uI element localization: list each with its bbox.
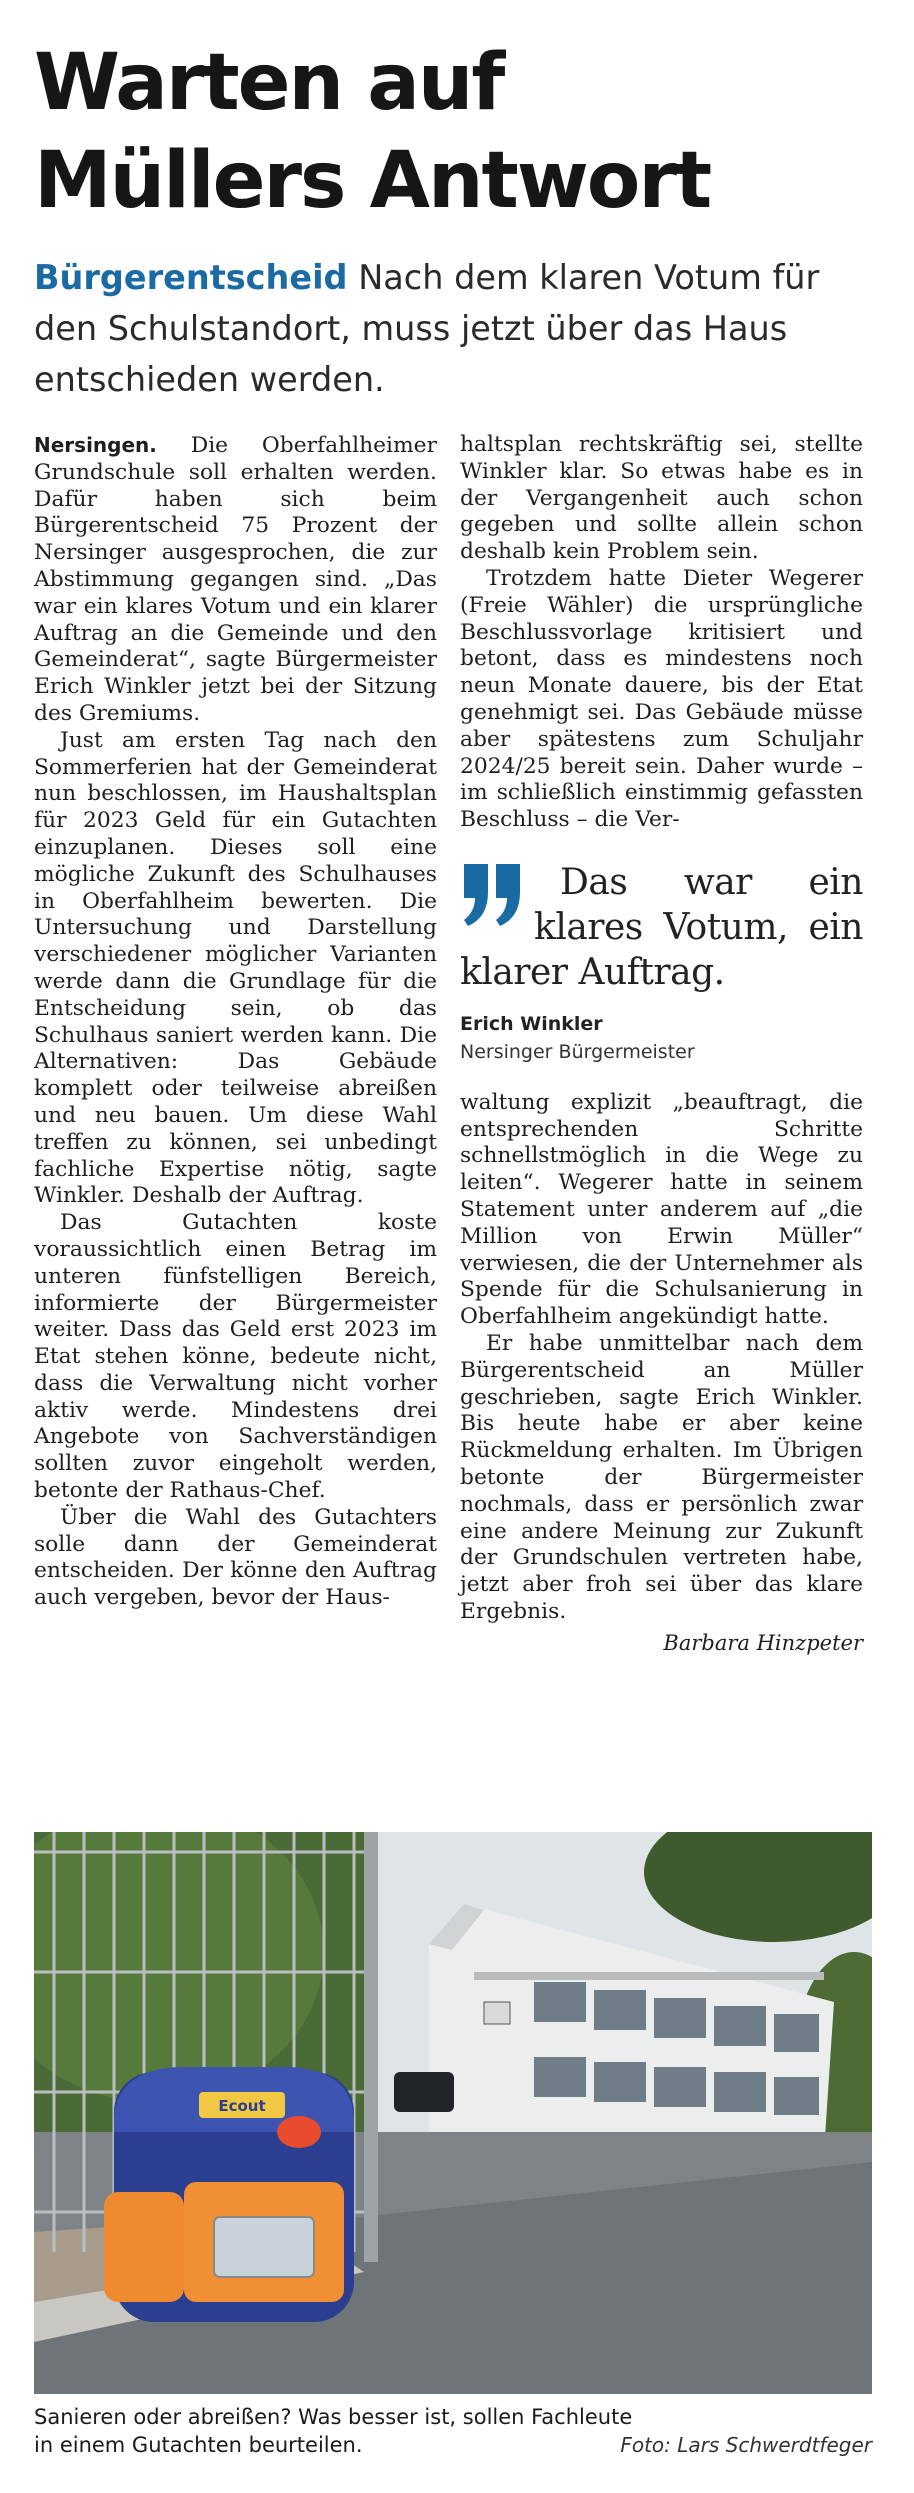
paragraph: Just am ersten Tag nach den Sommerferien hat der Gemeinderat nun beschlossen, im Haushaltsplan für 2023 Geld für ein Gutachten einzuplanen. Dieses soll eine mögliche Zukunft des Schulhauses in Oberfahlheim bewerten. Die Untersuchung und Darstellung verschiedener möglicher Varianten werde dann die Grundlage für die Entscheidung sein, ob das Schulhaus saniert werden kann. Die Alternativen: Das Gebäude komplett oder teilweise abreißen und neu bauen. Um diese Wahl treffen zu können, sei unbedingt fachliche Expertise nötig, sagte Winkler. Deshalb der Auftrag.: [34, 727, 437, 1209]
headline: [34, 34, 874, 230]
photo-credit: Foto: Lars Schwerdtfeger: [620, 2433, 872, 2457]
paragraph: Er habe unmittelbar nach dem Bürgerentscheid an Müller geschrieben, sagte Erich Winkler. Bis heute habe er aber keine Rückmeldung erhalten. Im Übrigen betonte der Bürgermeister nochmals, dass er persönlich zwar eine andere Meinung zur Zukunft der Grundschulen vertreten habe, jetzt aber froh sei über das klare Ergebnis.: [460, 1330, 863, 1624]
quote-mark-icon: [460, 862, 524, 928]
paragraph: haltsplan rechtskräftig sei, stellte Winkler klar. So etwas habe es in der Vergangenheit auch schon gegeben und sollte allein schon deshalb kein Problem sein.: [460, 432, 863, 565]
paragraph: Über die Wahl des Gutachters solle dann der Gemeinderat entscheiden. Der könne den Auftrag auch vergeben, bevor der Haus-: [34, 1504, 437, 1611]
article-column-right: [460, 432, 863, 1812]
paragraph-text: Die Oberfahlheimer Grundschule soll erhalten werden. Dafür haben sich beim Bürgerentscheid 75 Prozent der Nersinger ausgesprochen, die zur Abstimmung gegangen sind. „Das war ein klares Votum und ein klarer Auftrag an die Gemeinde und den Gemeinderat“, sagte Bürgermeister Erich Winkler jetzt bei der Sitzung des Gremiums.: [34, 433, 437, 726]
headline-line-1: Warten auf: [34, 38, 504, 128]
paragraph: Trotzdem hatte Dieter Wegerer (Freie Wähler) die ursprüngliche Beschlussvorlage kritisiert und betont, dass es mindestens noch neun Monate dauere, bis der Etat genehmigt sei. Das Gebäude müsse aber spätestens zum Schuljahr 2024/25 bereit sein. Daher wurde – im schließlich einstimmig gefassten Beschluss – die Ver-: [460, 565, 863, 833]
paragraph: waltung explizit „beauftragt, die entsprechenden Schritte schnellstmöglich in die Wege zu leiten“. Wegerer hatte in seinem Statement unter anderem auf „die Million von Erwin Müller“ verwiesen, die der Unternehmer als Spende für die Schulsanierung in Oberfahlheim angekündigt hatte.: [460, 1089, 863, 1330]
photo-school-backpack: [34, 1832, 872, 2394]
article-column-left: [34, 432, 437, 1814]
quote-text: Das war ein klares Votum, ein klarer Auftrag.: [460, 861, 863, 993]
photo-caption: [34, 2403, 872, 2459]
backpack: [104, 2067, 354, 2322]
paragraph: Das Gutachten koste voraussichtlich einen Betrag im unteren fünfstelligen Bereich, informierte der Bürgermeister weiter. Dass das Geld erst 2023 im Etat stehen könne, bedeute nicht, dass die Verwaltung nicht vorher aktiv werde. Mindestens drei Angebote von Sachverständigen sollten zuvor eingeholt werden, betonte der Rathaus-Chef.: [34, 1210, 437, 1504]
lead-kicker: Bürgerentscheid: [34, 258, 348, 297]
quote-author: Erich Winkler: [460, 1012, 603, 1035]
quote-role: Nersinger Bürgermeister: [460, 1040, 695, 1063]
lead: [34, 252, 864, 405]
backpack-brand-label: Ecout: [218, 2097, 266, 2115]
article-photo: [34, 1832, 872, 2394]
paragraph: [34, 432, 437, 728]
author-byline: Barbara Hinzpeter: [663, 1630, 863, 1655]
caption-text: Sanieren oder abreißen? Was besser ist, sollen Fachleute in einem Gutachten beurteilen.: [34, 2405, 633, 2457]
pull-quote: [460, 860, 863, 1066]
headline-line-2: Müllers Antwort: [34, 136, 711, 226]
lead-text: Nach dem klaren Votum für den Schulstandort, muss jetzt über das Haus entschieden werden.: [34, 258, 820, 399]
dateline: Nersingen.: [34, 433, 157, 457]
